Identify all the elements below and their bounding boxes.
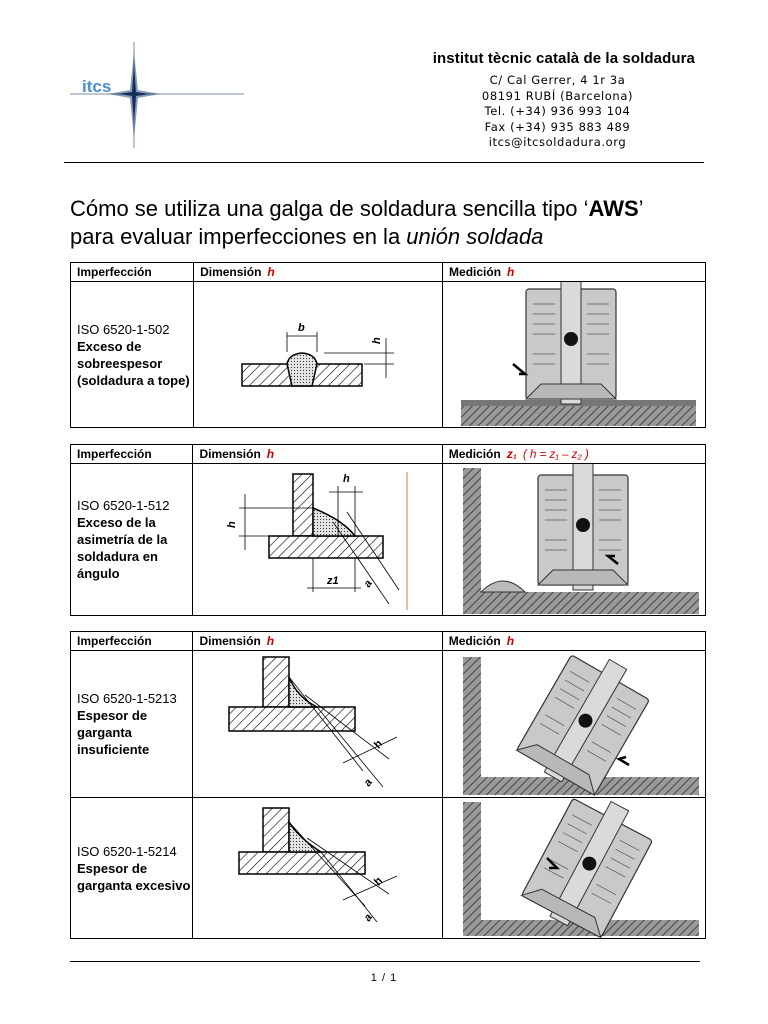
imperfection-name: Exceso de la asimetría de la soldadura en ángulo (77, 515, 168, 581)
title-italic: unión soldada (406, 224, 544, 249)
imperfection-description (71, 464, 193, 616)
header-dimension: Dimensión h (194, 263, 443, 282)
header-imperfeccion: Imperfección (71, 445, 193, 464)
header-medicion: Medición z₁ ( h = z₁ – z₂ ) (442, 445, 705, 464)
measurement-photo (443, 282, 706, 428)
table-header-row (71, 632, 706, 651)
page-number: 1 / 1 (370, 972, 398, 984)
measurement-photo (442, 798, 705, 939)
measurement-photo (442, 651, 705, 798)
iso-code: ISO 6520-1-502 (77, 321, 170, 337)
table-row (71, 282, 706, 428)
organization-info (330, 50, 695, 151)
logo-text: itcs (82, 77, 112, 96)
label-z1: z1 (327, 575, 340, 587)
label-a: a (361, 577, 376, 590)
measurement-photo (442, 464, 705, 616)
header-dimension: Dimensión h (193, 445, 442, 464)
title-line1-end: ’ (638, 196, 644, 221)
title-line2-text: para evaluar imperfecciones en la (70, 224, 407, 249)
table-header-row (71, 445, 706, 464)
header-divider (64, 162, 704, 163)
label-a: a (362, 911, 376, 924)
title-aws: AWS (588, 196, 639, 221)
page-title (70, 195, 710, 251)
dimension-diagram (193, 798, 442, 939)
imperfection-description (71, 282, 194, 428)
table-row (71, 464, 706, 616)
header-medicion: Medición h (442, 632, 705, 651)
header-medicion: Medición h (443, 263, 706, 282)
header-imperfeccion: Imperfección (71, 632, 193, 651)
imperfection-name: Exceso de sobreespesor (soldadura a tope) (77, 338, 190, 388)
label-h: h (372, 875, 386, 888)
dimension-diagram (194, 282, 443, 428)
table-header-row (71, 263, 706, 282)
label-b: b (298, 322, 305, 334)
phone: Tel. (+34) 936 993 104 (484, 104, 631, 118)
email[interactable]: itcs@itcsoldadura.org (488, 135, 627, 149)
iso-code: ISO 6520-1-512 (77, 498, 170, 513)
header-dimension: Dimensión h (193, 632, 442, 651)
dimension-diagram (193, 464, 442, 616)
dimension-diagram (193, 651, 442, 798)
address-line-2: 08191 RUBÍ (Barcelona) (481, 88, 634, 103)
label-h: h (372, 738, 386, 751)
itcs-logo (70, 42, 244, 148)
imperfection-name: Espesor de garganta insuficiente (77, 708, 150, 757)
imperfection-table-3 (70, 631, 706, 939)
org-name: institut tècnic català de la soldadura (432, 50, 695, 67)
imperfection-table-1 (70, 262, 706, 428)
label-h-vertical: h (226, 521, 239, 528)
imperfection-name: Espesor de garganta excesivo (77, 860, 191, 893)
label-h: h (371, 337, 384, 344)
title-line1-text: Cómo se utiliza una galga de soldadura sencilla tipo ‘ (70, 196, 589, 221)
table-row (71, 798, 706, 939)
table-row (71, 651, 706, 798)
imperfection-description (71, 798, 193, 939)
fax: Fax (+34) 935 883 489 (484, 119, 631, 134)
footer-divider (70, 961, 700, 962)
iso-code: ISO 6520-1-5214 (77, 843, 177, 859)
imperfection-description (71, 651, 193, 798)
imperfection-table-2 (70, 444, 706, 616)
label-a: a (362, 776, 376, 789)
iso-code: ISO 6520-1-5213 (77, 691, 177, 706)
header-imperfeccion: Imperfección (71, 263, 194, 282)
label-h: h (343, 473, 351, 485)
address-line-1: C/ Cal Gerrer, 4 1r 3a (489, 73, 626, 87)
